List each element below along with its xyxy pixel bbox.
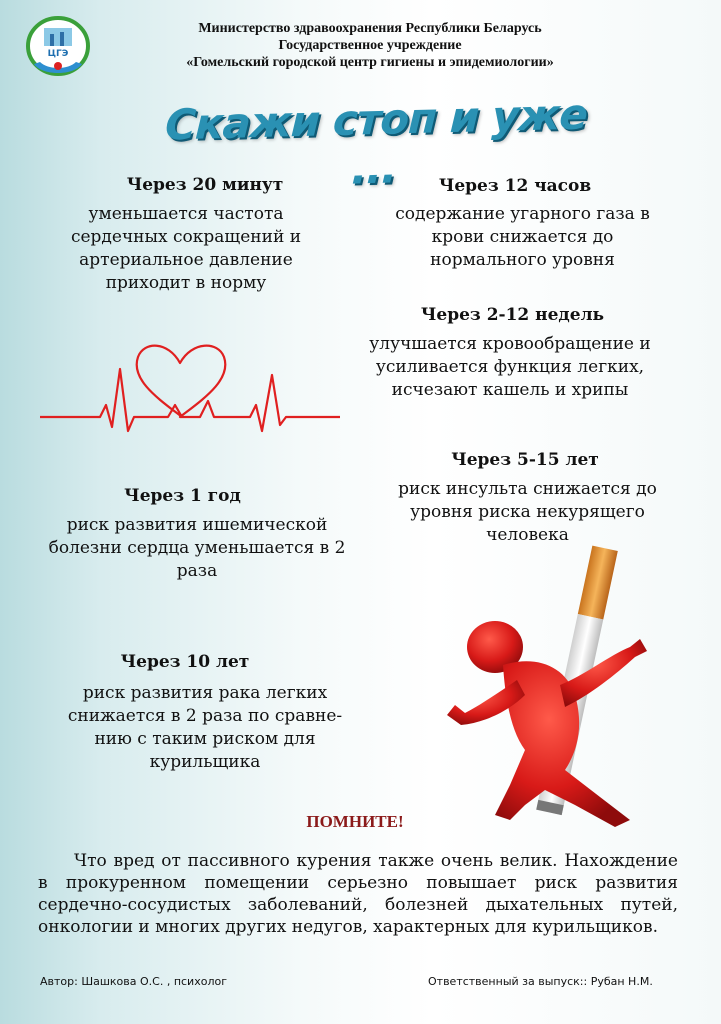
heading-5-15-years: Через 5-15 лет [451, 450, 599, 470]
heading-2-12-weeks: Через 2-12 недель [420, 305, 605, 325]
logo-text: ЦГЭ [47, 49, 69, 59]
header-line-3: «Гомельский городской центр гигиены и эпидемиологии» [186, 55, 554, 70]
text-1-year: риск развития ишемической болезни сердца уменьшается в 2 раза [48, 515, 346, 581]
remember-heading: ПОМНИТЕ! [306, 812, 404, 831]
emblem-logo [20, 14, 96, 82]
header-line-1: Министерство здравоохранения Республики Беларусь [198, 21, 542, 36]
passive-smoking-paragraph: Что вред от пассивного курения также очень велик. Нахождение в прокуренном помещении серьезно повышает риск развития сердечно-сосудистых заболеваний, болезней дыхательных путей, онкологии и многих других недугов, характерных для курильщиков. [38, 851, 678, 937]
responsible-credit: Ответственный за выпуск:: Рубан Н.М. [428, 975, 653, 988]
text-10-years: риск развития рака легких снижается в 2 раза по сравне-нию с таким риском для курильщика [67, 683, 343, 772]
heading-12-hours: Через 12 часов [438, 176, 592, 196]
cigarette-filter [578, 546, 618, 620]
organization-header [120, 20, 620, 71]
heartbeat-heart-icon [40, 335, 340, 435]
heading-10-years: Через 10 лет [120, 652, 250, 672]
text-12-hours: содержание угарного газа в крови снижается до нормального уровня [395, 204, 650, 270]
text-20-minutes: уменьшается частота сердечных сокращений и артериальное давление приходит в норму [70, 204, 302, 293]
red-figure-breaking-cigarette-illustration [425, 535, 655, 835]
header-line-2: Государственное учреждение [278, 38, 462, 53]
heading-20-minutes: Через 20 минут [126, 175, 284, 195]
author-credit: Автор: Шашкова О.С. , психолог [40, 975, 227, 988]
text-5-15-years: риск инсульта снижается до уровня риска некурящего человека [398, 479, 657, 545]
heading-1-year: Через 1 год [124, 486, 241, 506]
text-2-12-weeks: улучшается кровообращение и усиливается функция легких, исчезают кашель и хрипы [369, 334, 651, 400]
poster-title: Скажи стоп и уже ... [164, 89, 588, 194]
